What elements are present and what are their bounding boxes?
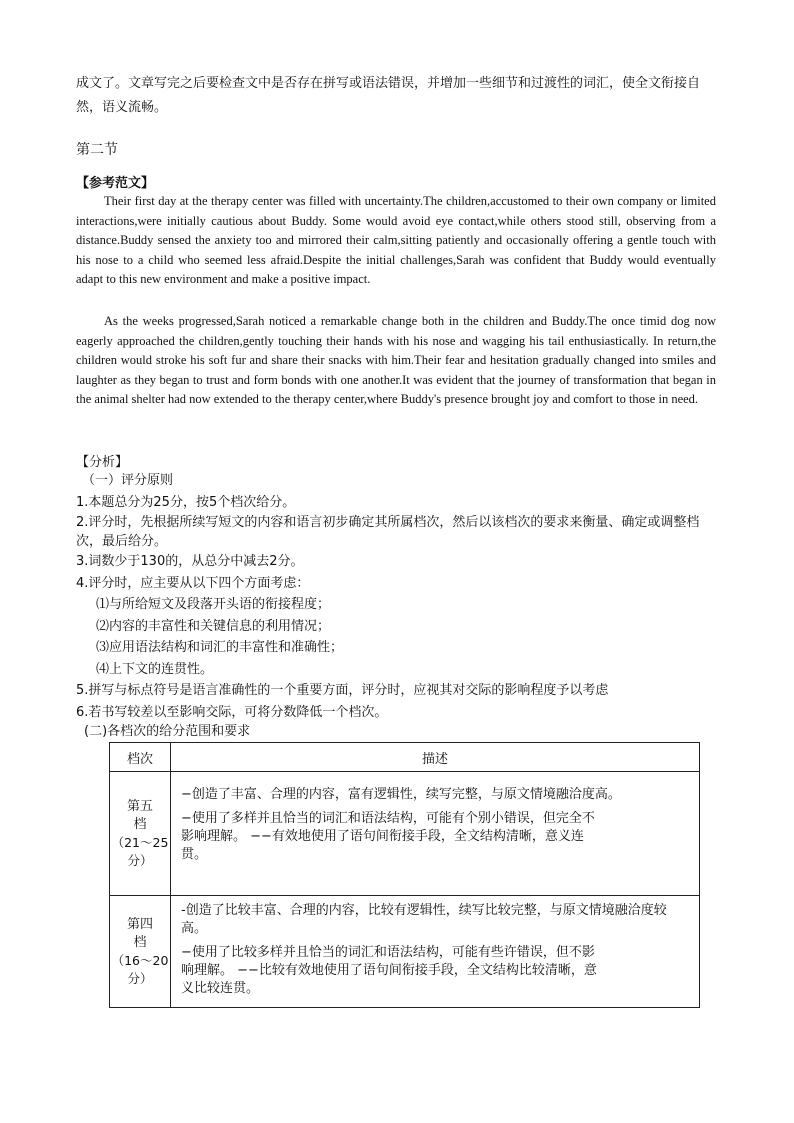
level-name: 第五档 xyxy=(126,798,153,832)
description-line: −创造了丰富、合理的内容，富有逻辑性，续写完整，与原文情境融洽度高。 xyxy=(181,787,621,802)
sub-point: ⑵内容的丰富性和关键信息的利用情况； xyxy=(96,618,331,634)
sub-point: ⑷上下文的连贯性。 xyxy=(96,661,214,677)
level-cell xyxy=(110,896,171,1008)
essay-paragraph-2: As the weeks progressed,Sarah noticed a remarkable change both in the children and Buddy.The once timid dog now eagerly approached the children,gently touching their hands with his nose and wagging his tail enthusiastically. In return,the children would stroke his soft fur and share their snacks with him.Their fear and hesitation gradually changed into smiles and laughter as they began to trust and form bonds with one another.It was evident that the journey of transformation that began in the animal shelter had now extended to the therapy center,where Buddy's presence brought joy and comfort to those in need. xyxy=(76,314,716,406)
level-name: 第四档 xyxy=(126,916,153,950)
section-title: 第二节 xyxy=(76,142,118,158)
essay-paragraph-1: Their first day at the therapy center was filled with uncertainty.The children,accustomed to their own company or limited interactions,were initially cautious about Buddy. Some would avoid eye contact,while others stood still, observing from a distance.Buddy sensed the anxiety too and mirrored their calm,sitting patiently and occasionally offering a gentle touch with his nose to a child who seemed less afraid.Despite the initial challenges,Sarah was confident that Buddy would eventually adapt to this new environment and make a positive impact. xyxy=(76,194,716,286)
description-cell xyxy=(171,896,700,1008)
principles-title: （一）评分原则 xyxy=(82,473,174,488)
header-description: 描述 xyxy=(171,743,700,772)
principle-item: 1.本题总分为25分，按5个档次给分。 xyxy=(76,494,296,510)
table-row xyxy=(110,896,700,1008)
reference-title: 【参考范文】 xyxy=(76,176,155,191)
scoring-principles xyxy=(76,470,720,723)
principle-item: 5.拼写与标点符号是语言准确性的一个重要方面，评分时，应视其对交际的影响程度予以考虑 xyxy=(76,683,609,698)
level-cell xyxy=(110,772,171,896)
level-range: （21～25分） xyxy=(111,834,169,868)
principle-item: 2.评分时，先根据所续写短文的内容和语言初步确定其所属档次，然后以该档次的要求来衡量、确定或调整档次，最后给分。 xyxy=(76,515,700,549)
principle-item: 3.词数少于130的，从总分中减去2分。 xyxy=(76,554,304,569)
sub-point: ⑴与所给短文及段落开头语的衔接程度； xyxy=(96,597,331,612)
levels-title: (二)各档次的给分范围和要求 xyxy=(84,724,251,739)
sub-point: ⑶应用语法结构和词汇的丰富性和准确性； xyxy=(96,640,344,655)
table-header-row xyxy=(110,743,700,772)
description-line: -创造了比较丰富、合理的内容，比较有逻辑性，续写比较完整，与原文情境融洽度较高。 xyxy=(181,903,667,936)
description-line: −使用了多样并且恰当的词汇和语法结构，可能有个别小错误，但完全不影响理解。 −−有效地使用了语句间衔接手段，全文结构清晰，意义连贯。 xyxy=(181,811,595,862)
level-range: （16～20分） xyxy=(111,952,169,986)
principle-item: 6.若书写较差以至影响交际，可将分数降低一个档次。 xyxy=(76,704,388,720)
analysis-title: 【分析】 xyxy=(76,455,129,470)
grading-table xyxy=(109,742,700,1008)
description-cell xyxy=(171,772,700,896)
table-row xyxy=(110,772,700,896)
intro-paragraph: 成文了。文章写完之后要检查文中是否存在拼写或语法错误，并增加一些细节和过渡性的词汇，使全文衔接自然，语义流畅。 xyxy=(76,76,701,115)
description-line: −使用了比较多样并且恰当的词汇和语法结构，可能有些许错误，但不影响理解。 −−比较有效地使用了语句间衔接手段，全文结构比较清晰，意义比较连贯。 xyxy=(181,945,597,996)
header-level: 档次 xyxy=(110,743,171,772)
principle-item: 4.评分时，应主要从以下四个方面考虑： xyxy=(76,575,310,591)
